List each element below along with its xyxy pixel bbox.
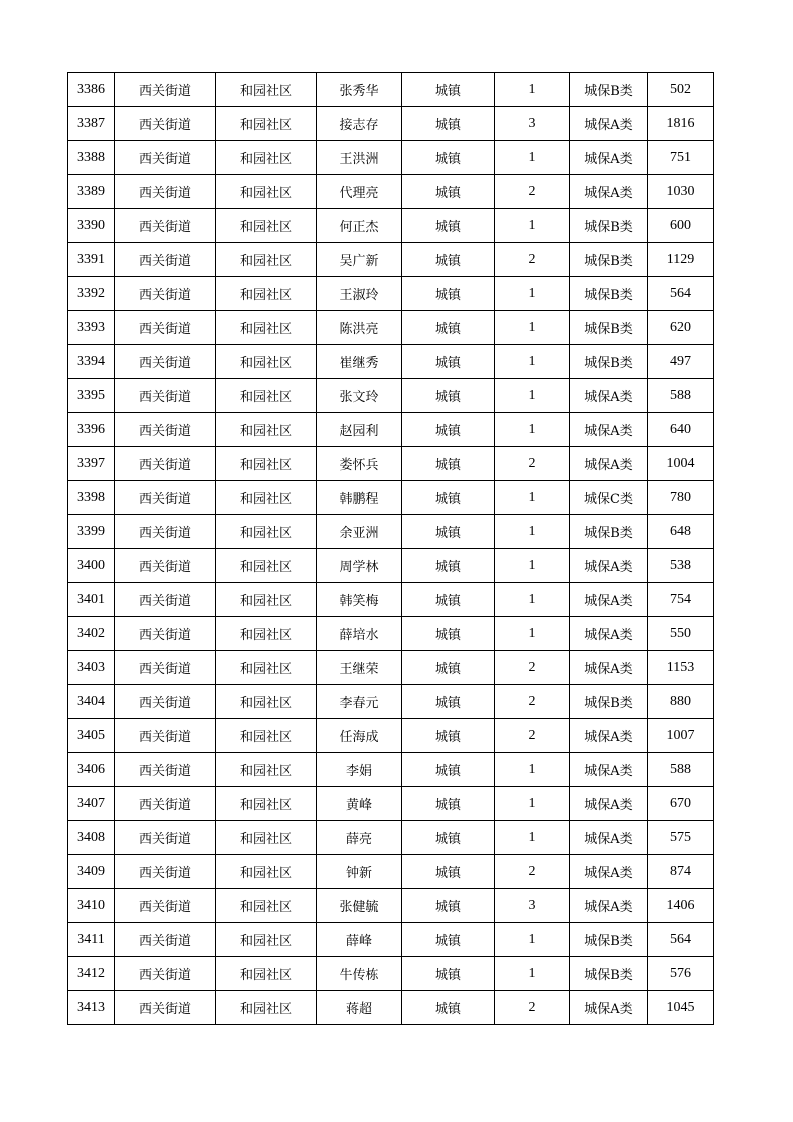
subdistrict-cell: 西关街道 (115, 413, 216, 447)
row-id-cell: 3410 (68, 889, 115, 923)
category-cell: 城保B类 (570, 685, 648, 719)
subdistrict-cell: 西关街道 (115, 141, 216, 175)
subdistrict-cell: 西关街道 (115, 685, 216, 719)
name-cell: 任海成 (317, 719, 402, 753)
name-cell: 代理亮 (317, 175, 402, 209)
name-cell: 李春元 (317, 685, 402, 719)
name-cell: 吴广新 (317, 243, 402, 277)
household-size-cell: 1 (495, 209, 570, 243)
household-size-cell: 2 (495, 719, 570, 753)
community-cell: 和园社区 (216, 141, 317, 175)
subdistrict-cell: 西关街道 (115, 107, 216, 141)
amount-cell: 1007 (648, 719, 714, 753)
table-row (68, 617, 714, 651)
table-row (68, 311, 714, 345)
row-id-cell: 3404 (68, 685, 115, 719)
category-cell: 城保A类 (570, 141, 648, 175)
row-id-cell: 3388 (68, 141, 115, 175)
category-cell: 城保A类 (570, 821, 648, 855)
category-cell: 城保A类 (570, 549, 648, 583)
row-id-cell: 3401 (68, 583, 115, 617)
category-cell: 城保B类 (570, 311, 648, 345)
community-cell: 和园社区 (216, 549, 317, 583)
subdistrict-cell: 西关街道 (115, 549, 216, 583)
household-size-cell: 2 (495, 685, 570, 719)
amount-cell: 538 (648, 549, 714, 583)
name-cell: 崔继秀 (317, 345, 402, 379)
subdistrict-cell: 西关街道 (115, 821, 216, 855)
category-cell: 城保A类 (570, 379, 648, 413)
subdistrict-cell: 西关街道 (115, 787, 216, 821)
name-cell: 张秀华 (317, 73, 402, 107)
row-id-cell: 3398 (68, 481, 115, 515)
row-id-cell: 3386 (68, 73, 115, 107)
household-size-cell: 1 (495, 617, 570, 651)
row-id-cell: 3399 (68, 515, 115, 549)
area-type-cell: 城镇 (402, 209, 495, 243)
name-cell: 王洪洲 (317, 141, 402, 175)
area-type-cell: 城镇 (402, 413, 495, 447)
amount-cell: 1406 (648, 889, 714, 923)
table-row (68, 447, 714, 481)
household-size-cell: 1 (495, 311, 570, 345)
household-size-cell: 1 (495, 821, 570, 855)
community-cell: 和园社区 (216, 821, 317, 855)
row-id-cell: 3395 (68, 379, 115, 413)
name-cell: 薛培水 (317, 617, 402, 651)
area-type-cell: 城镇 (402, 787, 495, 821)
household-size-cell: 2 (495, 991, 570, 1025)
table-row (68, 549, 714, 583)
category-cell: 城保A类 (570, 753, 648, 787)
household-size-cell: 1 (495, 379, 570, 413)
row-id-cell: 3393 (68, 311, 115, 345)
area-type-cell: 城镇 (402, 583, 495, 617)
community-cell: 和园社区 (216, 73, 317, 107)
household-size-cell: 3 (495, 107, 570, 141)
table-row (68, 583, 714, 617)
amount-cell: 497 (648, 345, 714, 379)
row-id-cell: 3405 (68, 719, 115, 753)
subdistrict-cell: 西关街道 (115, 583, 216, 617)
name-cell: 牛传栋 (317, 957, 402, 991)
table-row (68, 753, 714, 787)
category-cell: 城保B类 (570, 243, 648, 277)
category-cell: 城保A类 (570, 855, 648, 889)
household-size-cell: 1 (495, 787, 570, 821)
subdistrict-cell: 西关街道 (115, 889, 216, 923)
subdistrict-cell: 西关街道 (115, 923, 216, 957)
table-row (68, 175, 714, 209)
name-cell: 薛峰 (317, 923, 402, 957)
row-id-cell: 3411 (68, 923, 115, 957)
household-size-cell: 1 (495, 923, 570, 957)
table-body (68, 73, 714, 1025)
community-cell: 和园社区 (216, 753, 317, 787)
household-size-cell: 1 (495, 413, 570, 447)
subdistrict-cell: 西关街道 (115, 651, 216, 685)
name-cell: 张文玲 (317, 379, 402, 413)
amount-cell: 576 (648, 957, 714, 991)
subdistrict-cell: 西关街道 (115, 753, 216, 787)
name-cell: 陈洪亮 (317, 311, 402, 345)
amount-cell: 588 (648, 753, 714, 787)
amount-cell: 874 (648, 855, 714, 889)
category-cell: 城保B类 (570, 277, 648, 311)
amount-cell: 1816 (648, 107, 714, 141)
table-row (68, 651, 714, 685)
amount-cell: 564 (648, 923, 714, 957)
subdistrict-cell: 西关街道 (115, 515, 216, 549)
community-cell: 和园社区 (216, 855, 317, 889)
household-size-cell: 1 (495, 957, 570, 991)
area-type-cell: 城镇 (402, 481, 495, 515)
table-row (68, 787, 714, 821)
household-size-cell: 2 (495, 175, 570, 209)
area-type-cell: 城镇 (402, 141, 495, 175)
name-cell: 李娟 (317, 753, 402, 787)
household-size-cell: 1 (495, 481, 570, 515)
community-cell: 和园社区 (216, 787, 317, 821)
name-cell: 王淑玲 (317, 277, 402, 311)
name-cell: 余亚洲 (317, 515, 402, 549)
row-id-cell: 3407 (68, 787, 115, 821)
community-cell: 和园社区 (216, 957, 317, 991)
subdistrict-cell: 西关街道 (115, 243, 216, 277)
name-cell: 韩笑梅 (317, 583, 402, 617)
community-cell: 和园社区 (216, 277, 317, 311)
amount-cell: 1004 (648, 447, 714, 481)
amount-cell: 1045 (648, 991, 714, 1025)
category-cell: 城保A类 (570, 991, 648, 1025)
row-id-cell: 3402 (68, 617, 115, 651)
household-size-cell: 1 (495, 753, 570, 787)
category-cell: 城保A类 (570, 651, 648, 685)
table-row (68, 515, 714, 549)
household-size-cell: 2 (495, 651, 570, 685)
household-size-cell: 1 (495, 345, 570, 379)
row-id-cell: 3403 (68, 651, 115, 685)
table-row (68, 855, 714, 889)
name-cell: 蒋超 (317, 991, 402, 1025)
area-type-cell: 城镇 (402, 515, 495, 549)
row-id-cell: 3400 (68, 549, 115, 583)
category-cell: 城保A类 (570, 583, 648, 617)
subdistrict-cell: 西关街道 (115, 209, 216, 243)
amount-cell: 502 (648, 73, 714, 107)
area-type-cell: 城镇 (402, 345, 495, 379)
name-cell: 钟新 (317, 855, 402, 889)
community-cell: 和园社区 (216, 107, 317, 141)
amount-cell: 550 (648, 617, 714, 651)
category-cell: 城保A类 (570, 447, 648, 481)
subdistrict-cell: 西关街道 (115, 345, 216, 379)
amount-cell: 575 (648, 821, 714, 855)
area-type-cell: 城镇 (402, 617, 495, 651)
area-type-cell: 城镇 (402, 957, 495, 991)
category-cell: 城保A类 (570, 719, 648, 753)
community-cell: 和园社区 (216, 991, 317, 1025)
area-type-cell: 城镇 (402, 991, 495, 1025)
community-cell: 和园社区 (216, 447, 317, 481)
household-size-cell: 1 (495, 583, 570, 617)
table-row (68, 345, 714, 379)
subdistrict-cell: 西关街道 (115, 379, 216, 413)
table-row (68, 209, 714, 243)
row-id-cell: 3409 (68, 855, 115, 889)
table-row (68, 73, 714, 107)
category-cell: 城保B类 (570, 515, 648, 549)
data-table (67, 72, 714, 1025)
row-id-cell: 3408 (68, 821, 115, 855)
community-cell: 和园社区 (216, 583, 317, 617)
area-type-cell: 城镇 (402, 753, 495, 787)
table-row (68, 685, 714, 719)
name-cell: 接志存 (317, 107, 402, 141)
area-type-cell: 城镇 (402, 107, 495, 141)
amount-cell: 564 (648, 277, 714, 311)
table-row (68, 957, 714, 991)
household-size-cell: 1 (495, 73, 570, 107)
community-cell: 和园社区 (216, 413, 317, 447)
table-row (68, 141, 714, 175)
subdistrict-cell: 西关街道 (115, 957, 216, 991)
category-cell: 城保B类 (570, 345, 648, 379)
row-id-cell: 3394 (68, 345, 115, 379)
name-cell: 王继荣 (317, 651, 402, 685)
amount-cell: 648 (648, 515, 714, 549)
name-cell: 娄怀兵 (317, 447, 402, 481)
household-size-cell: 1 (495, 549, 570, 583)
name-cell: 周学林 (317, 549, 402, 583)
table-row (68, 923, 714, 957)
household-size-cell: 2 (495, 447, 570, 481)
table-row (68, 243, 714, 277)
community-cell: 和园社区 (216, 209, 317, 243)
community-cell: 和园社区 (216, 889, 317, 923)
area-type-cell: 城镇 (402, 821, 495, 855)
area-type-cell: 城镇 (402, 175, 495, 209)
amount-cell: 754 (648, 583, 714, 617)
name-cell: 张健毓 (317, 889, 402, 923)
row-id-cell: 3389 (68, 175, 115, 209)
name-cell: 赵园利 (317, 413, 402, 447)
category-cell: 城保B类 (570, 923, 648, 957)
household-size-cell: 3 (495, 889, 570, 923)
area-type-cell: 城镇 (402, 889, 495, 923)
category-cell: 城保A类 (570, 175, 648, 209)
community-cell: 和园社区 (216, 617, 317, 651)
table-row (68, 889, 714, 923)
subdistrict-cell: 西关街道 (115, 855, 216, 889)
category-cell: 城保B类 (570, 209, 648, 243)
area-type-cell: 城镇 (402, 549, 495, 583)
area-type-cell: 城镇 (402, 311, 495, 345)
amount-cell: 751 (648, 141, 714, 175)
category-cell: 城保A类 (570, 617, 648, 651)
row-id-cell: 3397 (68, 447, 115, 481)
amount-cell: 588 (648, 379, 714, 413)
category-cell: 城保B类 (570, 73, 648, 107)
community-cell: 和园社区 (216, 175, 317, 209)
area-type-cell: 城镇 (402, 719, 495, 753)
community-cell: 和园社区 (216, 311, 317, 345)
amount-cell: 1153 (648, 651, 714, 685)
household-size-cell: 1 (495, 277, 570, 311)
row-id-cell: 3391 (68, 243, 115, 277)
subdistrict-cell: 西关街道 (115, 175, 216, 209)
area-type-cell: 城镇 (402, 651, 495, 685)
community-cell: 和园社区 (216, 345, 317, 379)
subdistrict-cell: 西关街道 (115, 617, 216, 651)
amount-cell: 670 (648, 787, 714, 821)
row-id-cell: 3412 (68, 957, 115, 991)
area-type-cell: 城镇 (402, 447, 495, 481)
amount-cell: 780 (648, 481, 714, 515)
table-row (68, 821, 714, 855)
amount-cell: 880 (648, 685, 714, 719)
amount-cell: 600 (648, 209, 714, 243)
category-cell: 城保B类 (570, 957, 648, 991)
row-id-cell: 3392 (68, 277, 115, 311)
table-row (68, 991, 714, 1025)
name-cell: 黄峰 (317, 787, 402, 821)
subdistrict-cell: 西关街道 (115, 719, 216, 753)
community-cell: 和园社区 (216, 379, 317, 413)
community-cell: 和园社区 (216, 515, 317, 549)
subdistrict-cell: 西关街道 (115, 311, 216, 345)
area-type-cell: 城镇 (402, 277, 495, 311)
name-cell: 韩鹏程 (317, 481, 402, 515)
name-cell: 何正杰 (317, 209, 402, 243)
category-cell: 城保C类 (570, 481, 648, 515)
area-type-cell: 城镇 (402, 73, 495, 107)
amount-cell: 1129 (648, 243, 714, 277)
household-size-cell: 1 (495, 141, 570, 175)
category-cell: 城保A类 (570, 107, 648, 141)
household-size-cell: 1 (495, 515, 570, 549)
area-type-cell: 城镇 (402, 855, 495, 889)
amount-cell: 1030 (648, 175, 714, 209)
amount-cell: 620 (648, 311, 714, 345)
table-row (68, 719, 714, 753)
area-type-cell: 城镇 (402, 243, 495, 277)
community-cell: 和园社区 (216, 243, 317, 277)
category-cell: 城保A类 (570, 787, 648, 821)
subdistrict-cell: 西关街道 (115, 991, 216, 1025)
area-type-cell: 城镇 (402, 379, 495, 413)
row-id-cell: 3413 (68, 991, 115, 1025)
community-cell: 和园社区 (216, 923, 317, 957)
subdistrict-cell: 西关街道 (115, 447, 216, 481)
amount-cell: 640 (648, 413, 714, 447)
community-cell: 和园社区 (216, 481, 317, 515)
subdistrict-cell: 西关街道 (115, 277, 216, 311)
community-cell: 和园社区 (216, 719, 317, 753)
name-cell: 薛亮 (317, 821, 402, 855)
subdistrict-cell: 西关街道 (115, 73, 216, 107)
community-cell: 和园社区 (216, 651, 317, 685)
community-cell: 和园社区 (216, 685, 317, 719)
row-id-cell: 3387 (68, 107, 115, 141)
table-row (68, 481, 714, 515)
table-row (68, 413, 714, 447)
row-id-cell: 3396 (68, 413, 115, 447)
subdistrict-cell: 西关街道 (115, 481, 216, 515)
table-row (68, 277, 714, 311)
row-id-cell: 3390 (68, 209, 115, 243)
table-row (68, 379, 714, 413)
table-row (68, 107, 714, 141)
category-cell: 城保A类 (570, 413, 648, 447)
category-cell: 城保A类 (570, 889, 648, 923)
household-size-cell: 2 (495, 243, 570, 277)
area-type-cell: 城镇 (402, 685, 495, 719)
area-type-cell: 城镇 (402, 923, 495, 957)
row-id-cell: 3406 (68, 753, 115, 787)
household-size-cell: 2 (495, 855, 570, 889)
